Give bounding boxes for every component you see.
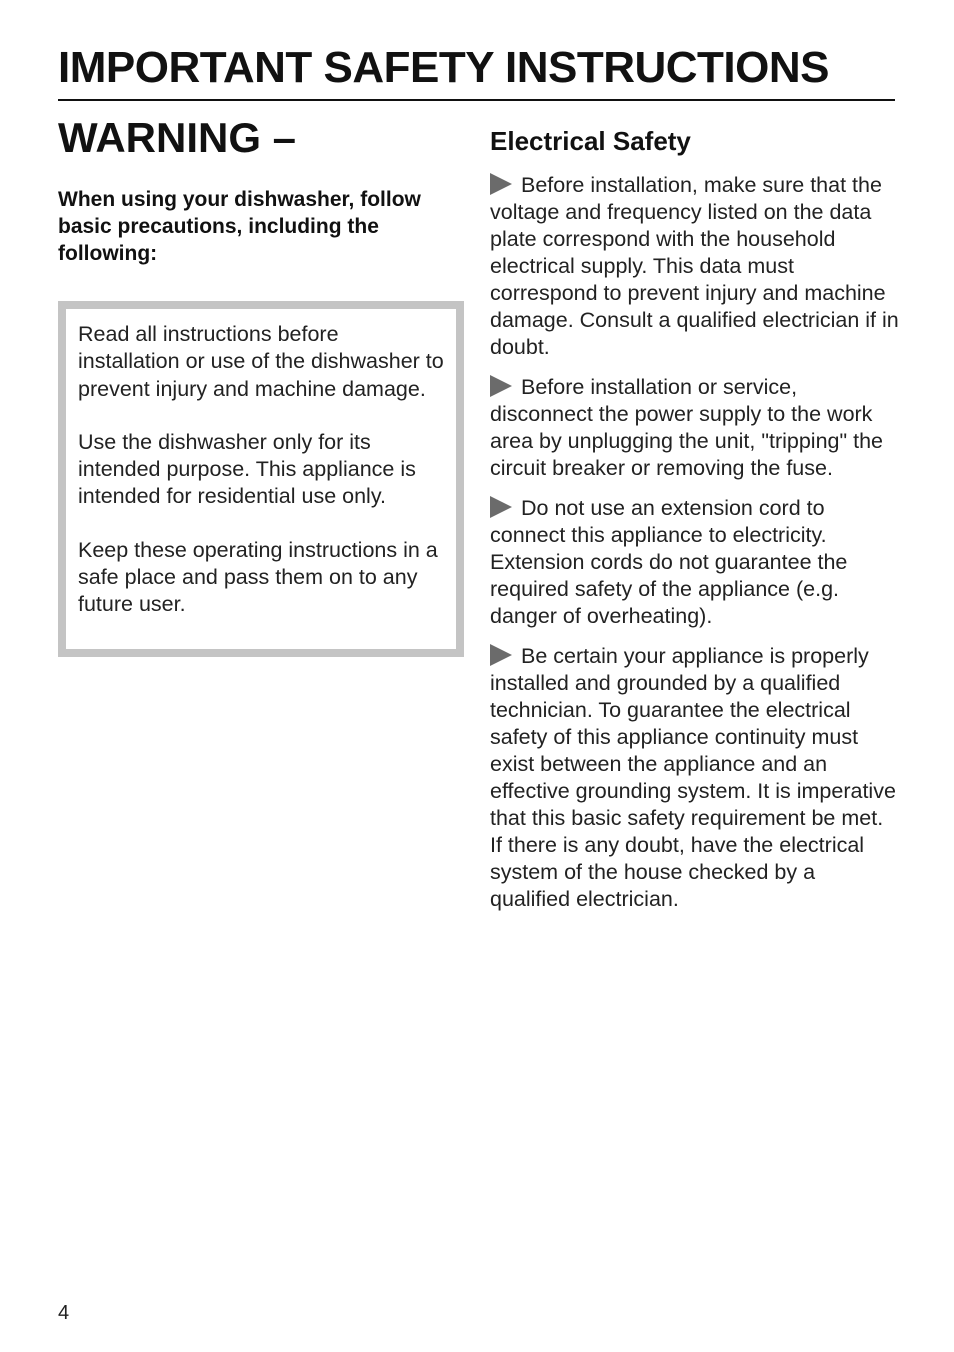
safety-item-text: Do not use an extension cord to connect this appliance to electricity. Extension cords do not guarantee the required safety of the appliance (e.g. danger of overheating). [490, 496, 848, 628]
notice-paragraph: Read all instructions before installation or use of the dishwasher to prevent injury and machine damage. [78, 322, 444, 401]
electrical-safety-section [490, 124, 900, 926]
triangle-right-icon [490, 644, 512, 666]
triangle-right-icon [490, 496, 512, 518]
section-heading: Electrical Safety [490, 126, 691, 156]
page-number: 4 [58, 1302, 70, 1324]
safety-item [490, 495, 900, 630]
notice-paragraph: Keep these operating instructions in a safe place and pass them on to any future user. [78, 537, 438, 617]
safety-item-text: Before installation or service, disconnect the power supply to the work area by unplugging the unit, "tripping" the circuit breaker or removing the fuse. [490, 375, 883, 480]
title-divider [58, 99, 895, 101]
warning-column [58, 112, 464, 267]
page-title: IMPORTANT SAFETY INSTRUCTIONS [58, 43, 829, 92]
notice-paragraph: Use the dishwasher only for its intended purpose. This appliance is intended for residential use only. [78, 429, 416, 509]
safety-item [490, 374, 900, 482]
safety-item [490, 172, 900, 361]
triangle-right-icon [490, 173, 512, 195]
safety-item-text: Be certain your appliance is properly installed and grounded by a qualified technician. To guarantee the electrical safety of this appliance continuity must exist between the appliance and an effective grounding system. It is imperative that this basic safety requirement be met. If there is any doubt, have the electrical system of the house checked by a qualified electrician. [490, 644, 896, 911]
notice-box [58, 301, 464, 657]
safety-item [490, 643, 900, 913]
warning-heading: WARNING – [58, 114, 297, 161]
triangle-right-icon [490, 375, 512, 397]
warning-intro: When using your dishwasher, follow basic precautions, including the following: [58, 188, 421, 265]
safety-item-text: Before installation, make sure that the voltage and frequency listed on the data plate correspond with the household electrical supply. This data must correspond to prevent injury and machine damage. Consult a qualified electrician if in doubt. [490, 173, 899, 359]
